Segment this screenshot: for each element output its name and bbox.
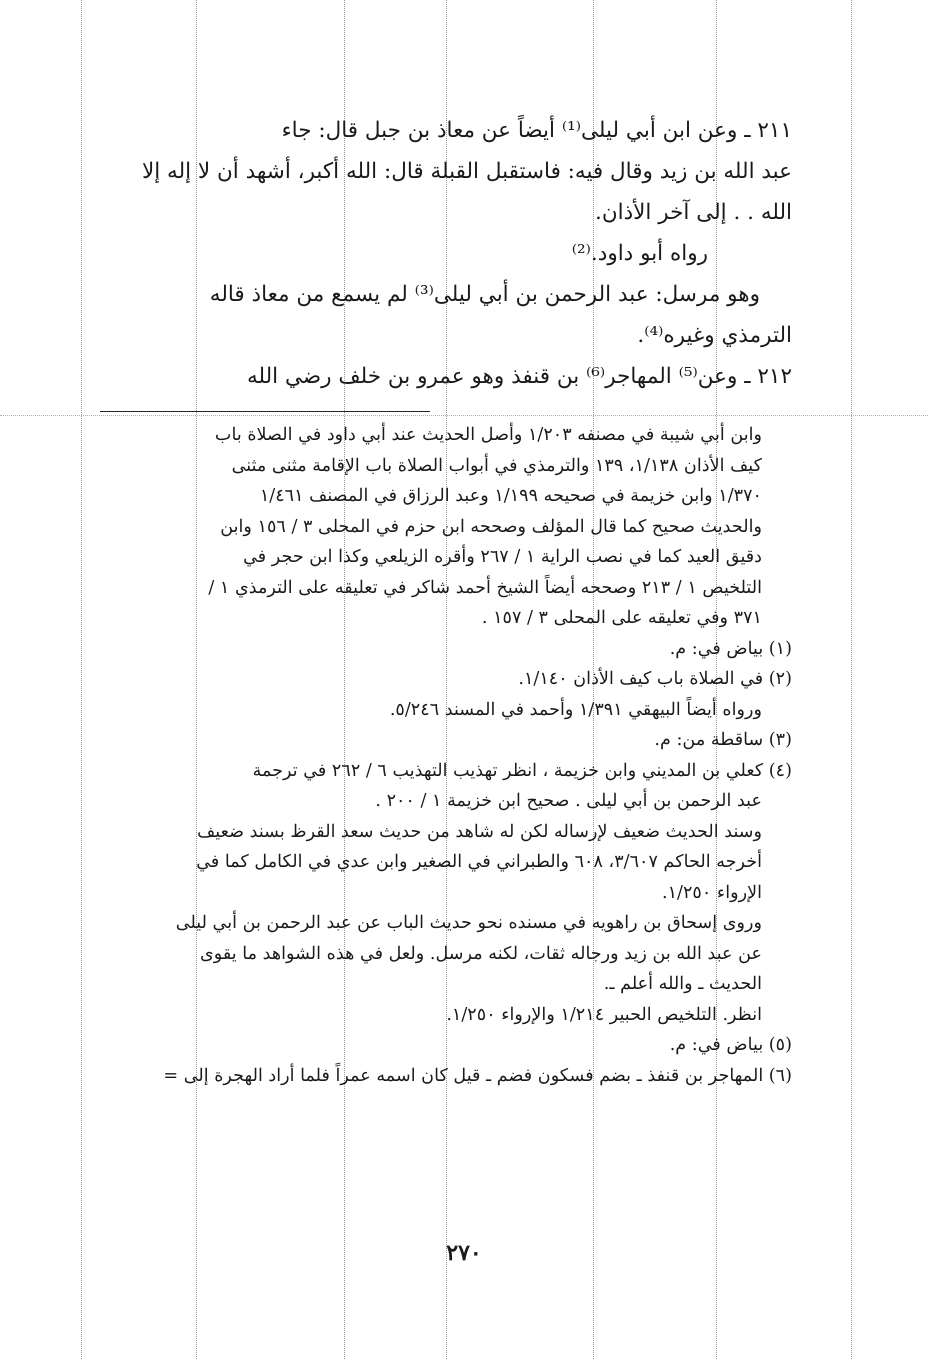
footnote-6: (٦) المهاجر بن قنفذ ـ بضم فسكون فضم ـ قيل كان اسمه عمراً فلما أراد الهجرة إلى = [163, 1065, 792, 1086]
footnotes [100, 420, 792, 1091]
footnote-4-line: (٤) كعلي بن المديني وابن خزيمة ، انظر تهذيب التهذيب ٦ / ٢٦٢ في ترجمة [252, 760, 792, 781]
footnote-4-paragraph-line: وروى إسحاق بن راهويه في مسنده نحو حديث الباب عن عبد الرحمن بن أبي ليلى [175, 913, 762, 933]
footnote-carryover-line: كيف الأذان ١/١٣٨، ١٣٩ والترمذي في أبواب الصلاة باب الإقامة مثنى مثنى [231, 455, 762, 476]
footnote-carryover-line: التلخيص ١ / ٢١٣ وصححه أيضاً الشيخ أحمد شاكر في تعليقه على الترمذي ١ / [208, 577, 762, 598]
footnote-carryover-line: وابن أبي شيبة في مصنفه ١/٢٠٣ وأصل الحديث عند أبي داود في الصلاة باب [214, 425, 762, 445]
hadith-212-line: ٢١٢ ـ وعن⁽⁵⁾ المهاجر⁽⁶⁾ بن قنفذ وهو عمرو بن خلف رضي الله [246, 364, 792, 389]
footnote-4-paragraph-line: الإرواء ١/٢٥٠. [662, 882, 762, 903]
footnote-carryover-line: ١/٣٧٠ وابن خزيمة في صحيحه ١/١٩٩ وعبد الرزاق في المصنف ١/٤٦١ [259, 486, 762, 506]
footnote-2: (٢) في الصلاة باب كيف الأذان ١/١٤٠. [518, 669, 792, 689]
footnote-4-paragraph-line: أخرجه الحاكم ٣/٦٠٧، ٦٠٨ والطبراني في الصغير وابن عدي في الكامل كما في [196, 852, 762, 872]
guide-line [851, 0, 852, 1359]
hadith-211-line: الله . . إلى آخر الأذان. [595, 200, 792, 225]
footnote-1: (١) بياض في: م. [669, 638, 792, 659]
page-number: ٢٧٠ [446, 1240, 482, 1266]
footnote-carryover-line: ٣٧١ وفي تعليقه على المحلى ٣ / ١٥٧ . [481, 608, 762, 628]
footnote-3: (٣) ساقطة من: م. [654, 730, 792, 750]
guide-line [81, 0, 82, 1359]
main-text [100, 110, 792, 397]
footnote-carryover-line: دقيق العيد كما في نصب الراية ١ / ٢٦٧ وأقره الزيلعي وكذا ابن حجر في [243, 547, 762, 567]
hadith-211-line: عبد الله بن زيد وقال فيه: فاستقبل القبلة قال: الله أكبر، أشهد أن لا إله إلا [141, 159, 792, 184]
hadith-211-source: رواه أبو داود.⁽²⁾ [571, 241, 708, 266]
mursal-note-line: وهو مرسل: عبد الرحمن بن أبي ليلى⁽³⁾ لم يسمع من معاذ قاله [209, 282, 760, 307]
footnote-2-continuation: ورواه أيضاً البيهقي ١/٣٩١ وأحمد في المسند ٥/٢٤٦. [389, 699, 762, 720]
mursal-note-line: الترمذي وغيره⁽⁴⁾. [637, 323, 792, 348]
footnote-carryover-line: والحديث صحيح كما قال المؤلف وصححه ابن حزم في المحلى ٣ / ١٥٦ وابن [220, 516, 762, 537]
footnote-4-paragraph-line: الحديث ـ والله أعلم ـ. [603, 974, 762, 994]
guide-line [0, 415, 928, 416]
footnote-4-paragraph-line: وسند الحديث ضعيف لإرساله لكن له شاهد من حديث سعد القرظ بسند ضعيف [197, 821, 762, 842]
hadith-211-line: ٢١١ ـ وعن ابن أبي ليلى⁽¹⁾ أيضاً عن معاذ بن جبل قال: جاء [281, 118, 792, 143]
footnote-4-paragraph-line: عن عبد الله بن زيد ورجاله ثقات، لكنه مرسل. ولعل في هذه الشواهد ما يقوى [199, 943, 762, 964]
footnote-separator [100, 411, 430, 412]
footnote-4-line: عبد الرحمن بن أبي ليلى . صحيح ابن خزيمة ١ / ٢٠٠ . [375, 791, 762, 811]
footnote-4-reference: انظر. التلخيص الحبير ١/٢١٤ والإرواء ١/٢٥٠. [446, 1004, 762, 1025]
footnote-5: (٥) بياض في: م. [669, 1035, 792, 1055]
